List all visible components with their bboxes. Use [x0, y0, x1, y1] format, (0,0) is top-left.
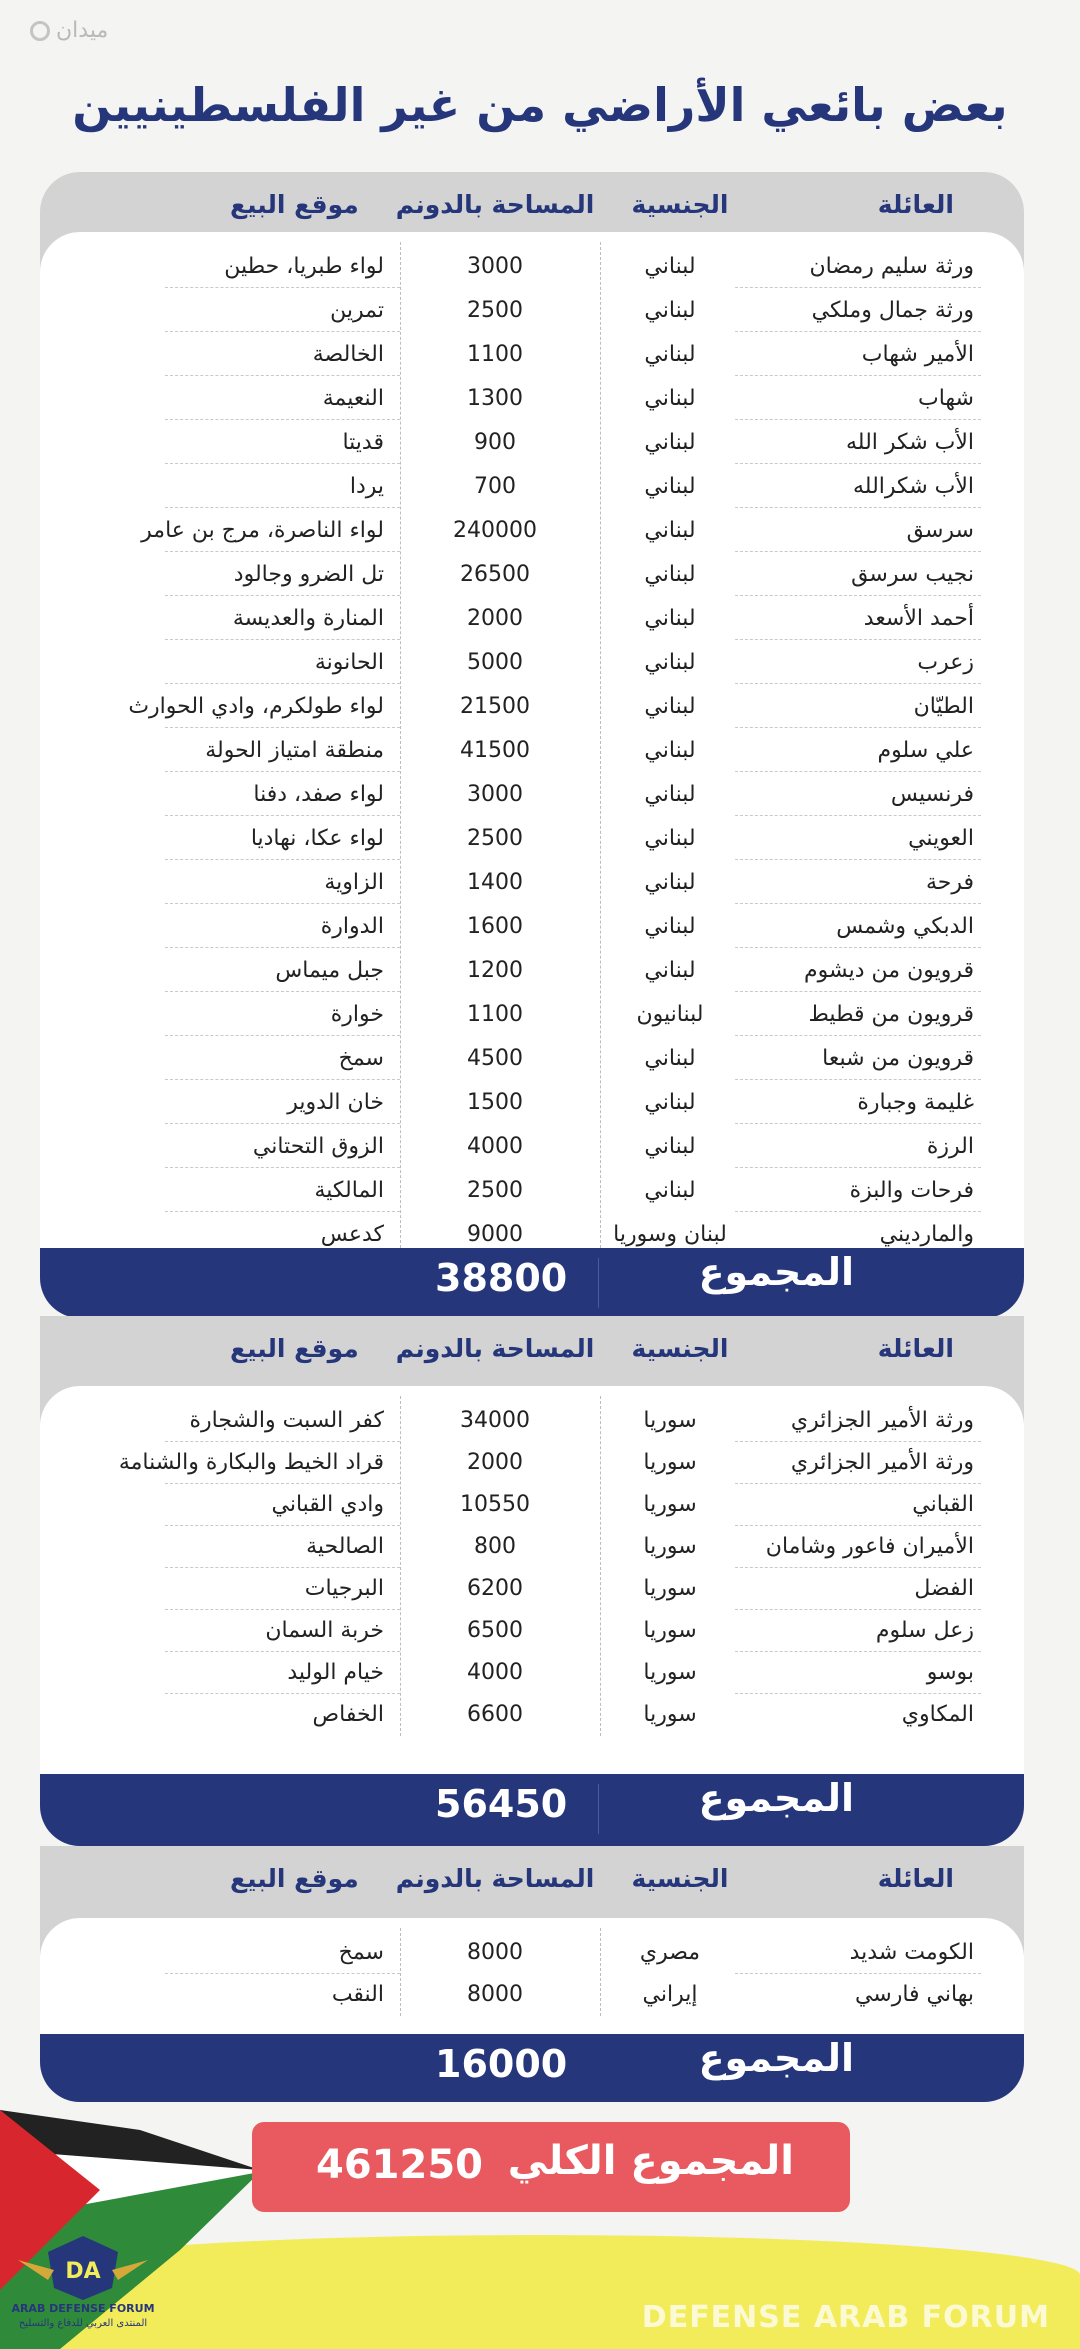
row-divider	[735, 1167, 981, 1168]
cell-location: النعيمة	[322, 386, 384, 411]
section-syrian	[40, 1316, 1024, 1846]
header-area: المساحة بالدونم	[395, 190, 595, 219]
cell-location: قراد الخيط والبكارة والشنامة	[118, 1450, 384, 1475]
cell-family: شهاب	[918, 386, 974, 411]
cell-area: 6500	[467, 1618, 523, 1643]
cell-family: فرنسيس	[890, 782, 974, 807]
column-divider	[400, 1396, 401, 1736]
cell-nationality: لبناني	[644, 386, 696, 411]
cell-nationality: سوريا	[643, 1450, 697, 1475]
table-row	[40, 818, 1024, 860]
cell-area: 800	[474, 1534, 516, 1559]
cell-family: الأب شكر الله	[846, 430, 974, 455]
cell-location: المنارة والعديسة	[232, 606, 384, 631]
cell-location: تل الضرو وجالود	[233, 562, 384, 587]
row-divider	[735, 507, 981, 508]
cell-family: قرويون من ديشوم	[804, 958, 974, 983]
table-row	[40, 1694, 1024, 1736]
row-divider	[735, 903, 981, 904]
forum-watermark: DEFENSE ARAB FORUM	[641, 2300, 1050, 2335]
table-row	[40, 1442, 1024, 1484]
row-divider	[735, 287, 981, 288]
row-divider	[735, 463, 981, 464]
table-body	[40, 1386, 1024, 1776]
cell-location: الخالصة	[312, 342, 384, 367]
table-row	[40, 950, 1024, 992]
table-row	[40, 1484, 1024, 1526]
row-divider	[165, 727, 400, 728]
row-divider	[165, 331, 400, 332]
cell-area: 2000	[467, 606, 523, 631]
cell-location: لواء الناصرة، مرج بن عامر	[141, 518, 384, 543]
total-label: المجموع	[698, 1250, 854, 1294]
table-row	[40, 686, 1024, 728]
column-divider	[600, 1928, 601, 2016]
row-divider	[735, 1079, 981, 1080]
row-divider	[165, 815, 400, 816]
cell-family: فرحات والبزة	[849, 1178, 974, 1203]
cell-location: الزوق التحتاني	[252, 1134, 384, 1159]
brand-name: ميدان	[56, 18, 109, 43]
page-title: بعض بائعي الأراضي من غير الفلسطينيين	[72, 78, 1008, 132]
total-value: 56450	[435, 1782, 568, 1826]
cell-area: 8000	[467, 1982, 523, 2007]
cell-nationality: سوريا	[643, 1702, 697, 1727]
forum-badge	[8, 2230, 158, 2340]
cell-area: 8000	[467, 1940, 523, 1965]
column-divider	[600, 1396, 601, 1736]
cell-area: 1300	[467, 386, 523, 411]
table-row	[40, 554, 1024, 596]
table-body	[40, 1918, 1024, 2036]
table-row	[40, 1974, 1024, 2016]
cell-nationality: لبناني	[644, 342, 696, 367]
cell-nationality: سوريا	[643, 1618, 697, 1643]
cell-area: 1100	[467, 1002, 523, 1027]
cell-nationality: إيراني	[642, 1982, 698, 2007]
cell-area: 1200	[467, 958, 523, 983]
cell-family: الطيّان	[913, 694, 974, 719]
row-divider	[735, 1211, 981, 1212]
header-nationality: الجنسية	[631, 1864, 729, 1893]
cell-nationality: سوريا	[643, 1576, 697, 1601]
total-label: المجموع	[698, 2036, 854, 2080]
grand-total-label: المجموع الكلي	[507, 2138, 794, 2184]
row-divider	[165, 683, 400, 684]
cell-family: غليمة وجبارة	[857, 1090, 974, 1115]
cell-nationality: لبناني	[644, 254, 696, 279]
table-row	[40, 1932, 1024, 1974]
column-divider	[400, 242, 401, 1258]
cell-nationality: لبناني	[644, 782, 696, 807]
total-value: 38800	[435, 1256, 568, 1300]
cell-location: الزاوية	[324, 870, 384, 895]
table-row	[40, 1610, 1024, 1652]
row-divider	[165, 463, 400, 464]
header-area: المساحة بالدونم	[395, 1334, 595, 1363]
row-divider	[165, 287, 400, 288]
row-divider	[165, 551, 400, 552]
cell-location: خوارة	[330, 1002, 384, 1027]
row-divider	[735, 639, 981, 640]
cell-nationality: لبناني	[644, 298, 696, 323]
brand-logo	[30, 18, 108, 43]
cell-family: علي سلوم	[877, 738, 974, 763]
cell-family: قرويون من شبعا	[822, 1046, 974, 1071]
cell-nationality: سوريا	[643, 1492, 697, 1517]
row-divider	[735, 947, 981, 948]
table-row	[40, 1400, 1024, 1442]
cell-location: الصالحية	[306, 1534, 384, 1559]
row-divider	[735, 331, 981, 332]
header-family: العائلة	[877, 1334, 954, 1363]
cell-location: سمخ	[338, 1046, 384, 1071]
cell-location: جبل ميماس	[275, 958, 384, 983]
cell-family: ورثة الأمير الجزائري	[790, 1408, 974, 1433]
cell-family: ورثة الأمير الجزائري	[790, 1450, 974, 1475]
header-family: العائلة	[877, 190, 954, 219]
table-row	[40, 422, 1024, 464]
cell-area: 3000	[467, 782, 523, 807]
table-row	[40, 774, 1024, 816]
row-divider	[735, 551, 981, 552]
cell-nationality: لبناني	[644, 474, 696, 499]
row-divider	[165, 1079, 400, 1080]
cell-area: 4500	[467, 1046, 523, 1071]
cell-nationality: لبناني	[644, 1046, 696, 1071]
table-row	[40, 246, 1024, 288]
row-divider	[735, 1035, 981, 1036]
cell-area: 21500	[460, 694, 530, 719]
cell-area: 700	[474, 474, 516, 499]
row-divider	[165, 991, 400, 992]
cell-location: منطقة امتياز الحولة	[205, 738, 384, 763]
cell-family: فرحة	[925, 870, 974, 895]
cell-nationality: لبناني	[644, 870, 696, 895]
row-divider	[735, 595, 981, 596]
cell-family: بوسو	[926, 1660, 974, 1685]
table-row	[40, 1170, 1024, 1212]
cell-area: 41500	[460, 738, 530, 763]
cell-family: الكومت شديد	[849, 1940, 974, 1965]
table-body	[40, 232, 1024, 1250]
header-nationality: الجنسية	[631, 190, 729, 219]
cell-nationality: سوريا	[643, 1534, 697, 1559]
brand-icon	[30, 21, 50, 41]
cell-family: بهاني فارسي	[854, 1982, 974, 2007]
table-row	[40, 1126, 1024, 1168]
cell-family: سرسق	[906, 518, 974, 543]
table-row	[40, 466, 1024, 508]
row-divider	[735, 419, 981, 420]
cell-location: لواء صفد، دفنا	[253, 782, 384, 807]
grand-total-value: 461250	[316, 2142, 483, 2188]
cell-location: لواء طولكرم، وادي الحوارث	[128, 694, 384, 719]
row-divider	[735, 375, 981, 376]
cell-family: زعرب	[917, 650, 974, 675]
column-divider	[600, 242, 601, 1258]
row-divider	[165, 1167, 400, 1168]
cell-area: 10550	[460, 1492, 530, 1517]
cell-location: خان الدوير	[287, 1090, 384, 1115]
cell-nationality: لبنانيون	[636, 1002, 704, 1027]
cell-area: 1100	[467, 342, 523, 367]
cell-nationality: لبناني	[644, 650, 696, 675]
cell-family: والمارديني	[879, 1222, 974, 1247]
forum-name: ARAB DEFENSE FORUM	[11, 2302, 155, 2315]
cell-area: 5000	[467, 650, 523, 675]
cell-family: أحمد الأسعد	[863, 606, 974, 631]
cell-area: 26500	[460, 562, 530, 587]
cell-area: 2000	[467, 1450, 523, 1475]
header-area: المساحة بالدونم	[395, 1864, 595, 1893]
cell-area: 6600	[467, 1702, 523, 1727]
cell-family: قرويون من قطيط	[808, 1002, 974, 1027]
grand-total	[252, 2122, 850, 2212]
cell-location: لواء طبريا، حطين	[224, 254, 384, 279]
cell-location: كدعس	[320, 1222, 384, 1247]
cell-nationality: لبناني	[644, 738, 696, 763]
cell-nationality: لبنان وسوريا	[613, 1222, 727, 1247]
cell-area: 900	[474, 430, 516, 455]
table-row	[40, 862, 1024, 904]
cell-area: 34000	[460, 1408, 530, 1433]
cell-location: البرجيات	[304, 1576, 384, 1601]
row-divider	[165, 947, 400, 948]
cell-nationality: سوريا	[643, 1660, 697, 1685]
cell-area: 1400	[467, 870, 523, 895]
row-divider	[165, 595, 400, 596]
cell-area: 240000	[453, 518, 537, 543]
cell-area: 2500	[467, 298, 523, 323]
row-divider	[735, 727, 981, 728]
cell-nationality: سوريا	[643, 1408, 697, 1433]
cell-area: 2500	[467, 1178, 523, 1203]
row-divider	[735, 815, 981, 816]
cell-family: نجيب سرسق	[851, 562, 974, 587]
row-divider	[735, 771, 981, 772]
header-nationality: الجنسية	[631, 1334, 729, 1363]
header-location: موقع البيع	[230, 1334, 359, 1363]
total-divider	[598, 1784, 599, 1834]
cell-family: ورثة سليم رمضان	[809, 254, 974, 279]
row-divider	[165, 419, 400, 420]
row-divider	[165, 1211, 400, 1212]
table-row	[40, 1568, 1024, 1610]
table-row	[40, 994, 1024, 1036]
section-total	[40, 1774, 1024, 1846]
cell-area: 3000	[467, 254, 523, 279]
forum-badge-text: DA	[65, 2259, 101, 2284]
cell-location: خربة السمان	[265, 1618, 384, 1643]
cell-area: 2500	[467, 826, 523, 851]
forum-name-ar: المنتدى العربي للدفاع والتسليح	[18, 2318, 148, 2329]
cell-nationality: لبناني	[644, 914, 696, 939]
cell-family: ورثة جمال وملكي	[811, 298, 974, 323]
table-row	[40, 290, 1024, 332]
cell-area: 9000	[467, 1222, 523, 1247]
row-divider	[165, 859, 400, 860]
table-row	[40, 730, 1024, 772]
row-divider	[735, 859, 981, 860]
row-divider	[165, 375, 400, 376]
cell-location: كفر السبت والشجارة	[189, 1408, 384, 1433]
total-label: المجموع	[698, 1776, 854, 1820]
cell-location: تمرين	[330, 298, 384, 323]
row-divider	[165, 639, 400, 640]
cell-location: لواء عكا، نهاديا	[250, 826, 384, 851]
cell-nationality: لبناني	[644, 826, 696, 851]
section-total	[40, 2034, 1024, 2102]
cell-nationality: لبناني	[644, 1090, 696, 1115]
row-divider	[165, 903, 400, 904]
forum-logo-icon	[8, 2230, 158, 2302]
cell-family: زعل سلوم	[875, 1618, 974, 1643]
cell-nationality: لبناني	[644, 958, 696, 983]
row-divider	[165, 1123, 400, 1124]
header-location: موقع البيع	[230, 190, 359, 219]
row-divider	[165, 507, 400, 508]
cell-nationality: لبناني	[644, 1178, 696, 1203]
table-row	[40, 642, 1024, 684]
cell-location: الخفاص	[312, 1702, 384, 1727]
section-total	[40, 1248, 1024, 1318]
cell-location: سمخ	[338, 1940, 384, 1965]
cell-area: 4000	[467, 1134, 523, 1159]
cell-location: النقب	[331, 1982, 384, 2007]
cell-family: الرزة	[926, 1134, 974, 1159]
cell-nationality: لبناني	[644, 606, 696, 631]
cell-family: العويني	[908, 826, 974, 851]
row-divider	[735, 991, 981, 992]
cell-location: يردا	[349, 474, 384, 499]
cell-family: الفضل	[914, 1576, 974, 1601]
cell-area: 1500	[467, 1090, 523, 1115]
table-row	[40, 378, 1024, 420]
total-divider	[598, 1258, 599, 1308]
cell-nationality: لبناني	[644, 1134, 696, 1159]
cell-family: الأميران فاعور وشامان	[765, 1534, 974, 1559]
table-row	[40, 334, 1024, 376]
cell-nationality: لبناني	[644, 562, 696, 587]
total-value: 16000	[435, 2042, 568, 2086]
table-row	[40, 598, 1024, 640]
cell-family: القباني	[912, 1492, 974, 1517]
column-divider	[400, 1928, 401, 2016]
cell-nationality: لبناني	[644, 694, 696, 719]
cell-family: المكاوي	[901, 1702, 974, 1727]
cell-nationality: مصري	[639, 1940, 701, 1965]
table-row	[40, 1038, 1024, 1080]
cell-location: وادي القباني	[271, 1492, 384, 1517]
row-divider	[165, 771, 400, 772]
cell-area: 6200	[467, 1576, 523, 1601]
cell-family: الدبكي وشمس	[836, 914, 974, 939]
cell-area: 1600	[467, 914, 523, 939]
cell-nationality: لبناني	[644, 518, 696, 543]
cell-location: الدوارة	[320, 914, 384, 939]
row-divider	[165, 1035, 400, 1036]
cell-area: 4000	[467, 1660, 523, 1685]
cell-family: الأب شكرالله	[853, 474, 974, 499]
table-row	[40, 1526, 1024, 1568]
section-other	[40, 1846, 1024, 2102]
row-divider	[735, 683, 981, 684]
cell-location: خيام الوليد	[287, 1660, 384, 1685]
table-row	[40, 1082, 1024, 1124]
header-location: موقع البيع	[230, 1864, 359, 1893]
section-lebanese	[40, 172, 1024, 1316]
cell-location: الحانونة	[314, 650, 384, 675]
table-row	[40, 1652, 1024, 1694]
cell-family: الأمير شهاب	[861, 342, 974, 367]
cell-nationality: لبناني	[644, 430, 696, 455]
cell-location: قديتا	[342, 430, 384, 455]
table-row	[40, 906, 1024, 948]
table-row	[40, 510, 1024, 552]
row-divider	[735, 1123, 981, 1124]
header-family: العائلة	[877, 1864, 954, 1893]
cell-location: المالكية	[314, 1178, 384, 1203]
